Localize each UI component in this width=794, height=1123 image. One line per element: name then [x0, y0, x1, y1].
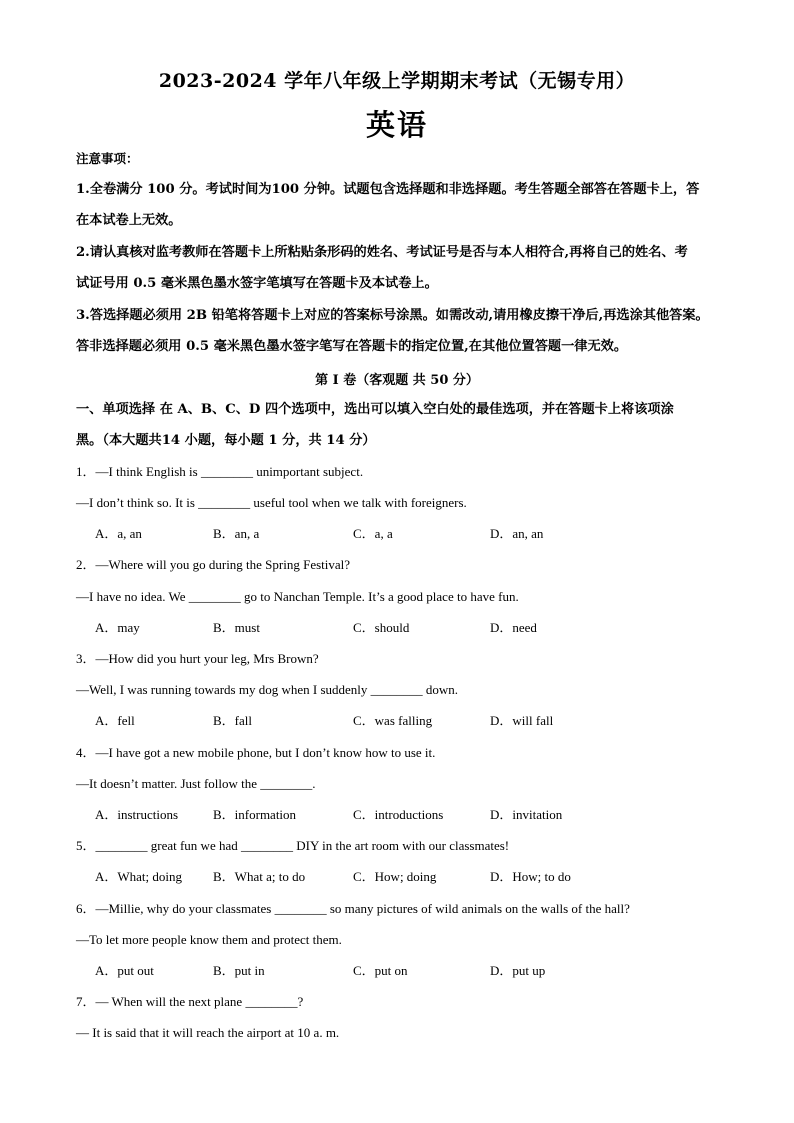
option-b: B．What a; to do	[213, 869, 306, 884]
question-5-options	[95, 868, 715, 886]
note-line: 试证号用 0.5 毫米黑色墨水签字笔填写在答题卡及本试卷上。	[76, 276, 438, 291]
note-line: 答非选择题必须用 0.5 毫米黑色墨水签字笔写在答题卡的指定位置,在其他位置答题一律无效。	[76, 339, 628, 354]
exam-title: 2023-2024 学年八年级上学期期末考试（无锡专用）	[158, 70, 636, 92]
section-title: 第 I 卷（客观题 共 50 分）	[315, 373, 479, 388]
option-d: D．will fall	[490, 713, 554, 728]
question-6-options	[95, 962, 715, 980]
option-c: C．introductions	[353, 807, 444, 822]
question-6-line-2: —To let more people know them and protect them.	[76, 932, 342, 947]
option-b: B．put in	[213, 963, 265, 978]
question-1-line-1: 1．—I think English is ________ unimportant subject.	[76, 464, 364, 479]
option-a: A．put out	[95, 963, 154, 978]
question-1-options	[95, 525, 715, 543]
question-7-line-1: 7．— When will the next plane ________?	[76, 994, 304, 1009]
option-d: D．an, an	[490, 526, 544, 541]
option-c: C．was falling	[353, 713, 433, 728]
question-4-options	[95, 806, 715, 824]
option-b: B．fall	[213, 713, 252, 728]
question-7-line-2: — It is said that it will reach the airport at 10 a. m.	[76, 1025, 340, 1040]
question-3-line-1: 3．—How did you hurt your leg, Mrs Brown?	[76, 651, 319, 666]
option-c: C．should	[353, 620, 410, 635]
question-2-line-2: —I have no idea. We ________ go to Nanchan Temple. It’s a good place to have fun.	[76, 589, 519, 604]
question-3-line-2: —Well, I was running towards my dog when I suddenly ________ down.	[76, 682, 459, 697]
question-6-line-1: 6．—Millie, why do your classmates ________ so many pictures of wild animals on the walls of the hall?	[76, 901, 630, 916]
option-b: B．information	[213, 807, 297, 822]
note-line: 1.全卷满分 100 分。考试时间为100 分钟。试题包含选择题和非选择题。考生答题全部答在答题卡上，答	[76, 182, 700, 197]
question-2-options	[95, 619, 715, 637]
option-d: D．invitation	[490, 807, 563, 822]
subject-title: 英语	[365, 108, 428, 142]
option-d: D．How; to do	[490, 869, 571, 884]
option-a: A．fell	[95, 713, 135, 728]
option-b: B．must	[213, 620, 260, 635]
question-4-line-1: 4．—I have got a new mobile phone, but I don’t know how to use it.	[76, 745, 436, 760]
option-c: C．How; doing	[353, 869, 437, 884]
option-b: B．an, a	[213, 526, 260, 541]
note-line: 在本试卷上无效。	[76, 213, 182, 228]
option-d: D．need	[490, 620, 537, 635]
part-instruction: 黑。（本大题共14 小题，每小题 1 分，共 14 分）	[76, 433, 376, 448]
option-a: A．instructions	[95, 807, 179, 822]
option-c: C．a, a	[353, 526, 393, 541]
option-c: C．put on	[353, 963, 408, 978]
question-1-line-2: —I don’t think so. It is ________ useful tool when we talk with foreigners.	[76, 495, 467, 510]
question-3-options	[95, 712, 715, 730]
part-instruction: 一、单项选择 在 A、B、C、D 四个选项中，选出可以填入空白处的最佳选项，并在答题卡上将该项涂	[76, 402, 674, 417]
option-a: A．What; doing	[95, 869, 183, 884]
option-a: A．may	[95, 620, 140, 635]
note-line: 3.答选择题必须用 2B 铅笔将答题卡上对应的答案标号涂黑。如需改动,请用橡皮擦干净后,再选涂其他答案。	[76, 308, 709, 323]
note-line: 2.请认真核对监考教师在答题卡上所粘贴条形码的姓名、考试证号是否与本人相符合,再将自己的姓名、考	[76, 245, 688, 260]
notes-heading: 注意事项：	[76, 151, 139, 166]
question-5-line-1: 5．________ great fun we had ________ DIY in the art room with our classmates!	[76, 838, 510, 853]
option-a: A．a, an	[95, 526, 142, 541]
question-2-line-1: 2．—Where will you go during the Spring Festival?	[76, 557, 351, 572]
question-4-line-2: —It doesn’t matter. Just follow the ________.	[76, 776, 316, 791]
option-d: D．put up	[490, 963, 546, 978]
